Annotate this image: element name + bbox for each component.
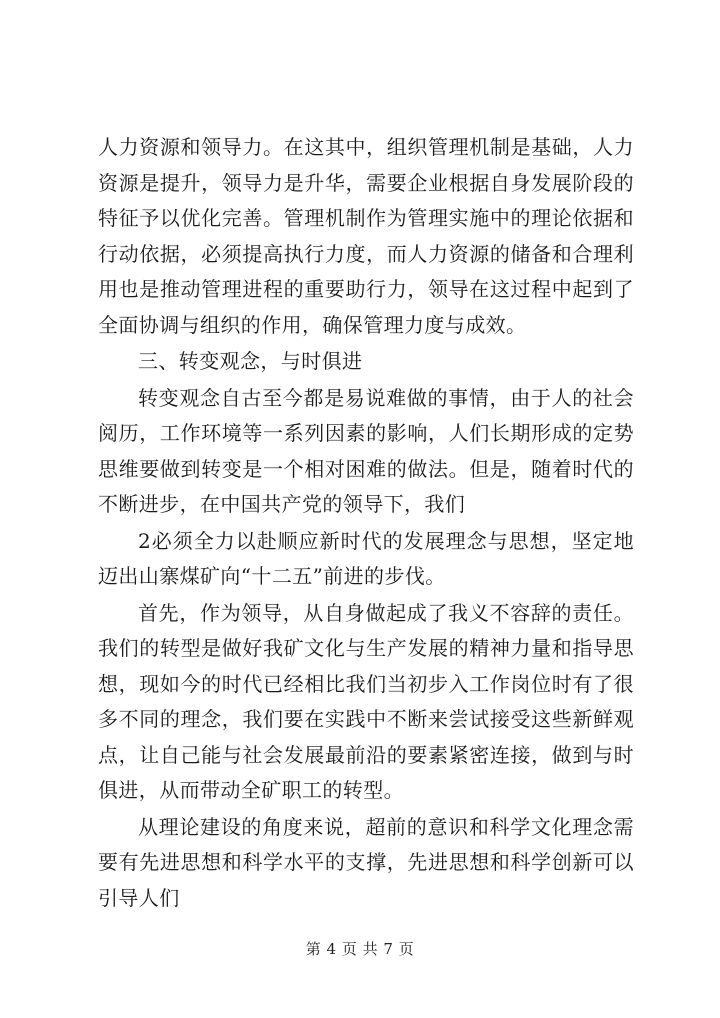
body-text (98, 130, 634, 916)
paragraph-continuation: 人力资源和领导力。在这其中，组织管理机制是基础，人力资源是提升，领导力是升华，需要企业根据自身发展阶段的特征予以优化完善。管理机制作为管理实施中的理论依据和行动依据，必须提高执行力度，而人力资源的储备和合理利用也是推动管理进程的重要助行力，领导在这过程中起到了全面协调与组织的作用，确保管理力度与成效。 (98, 135, 634, 337)
paragraph: 转变观念自古至今都是易说难做的事情，由于人的社会阅历，工作环境等一系列因素的影响，人们长期形成的定势思维要做到转变是一个相对困难的做法。但是，随着时代的不断进步，在中国共产党的领导下，我们 (98, 385, 634, 516)
paragraph: 首先，作为领导，从自身做起成了我义不容辞的责任。我们的转型是做好我矿文化与生产发展的精神力量和指导思想，现如今的时代已经相比我们当初步入工作岗位时有了很多不同的理念，我们要在实践中不断来尝试接受这些新鲜观点，让自己能与社会发展最前沿的要素紧密连接，做到与时俱进，从而带动全矿职工的转型。 (98, 600, 634, 802)
paragraph: 2必须全力以赴顺应新时代的发展理念与思想，坚定地迈出山寨煤矿向“十二五”前进的步伐。 (98, 528, 634, 588)
section-heading: 三、转变观念，与时俱进 (138, 349, 363, 373)
page-number-footer: 第 4 页 共 7 页 (305, 940, 415, 958)
paragraph: 从理论建设的角度来说，超前的意识和科学文化理念需要有先进思想和科学水平的支撑，先进思想和科学创新可以引导人们 (98, 814, 634, 910)
